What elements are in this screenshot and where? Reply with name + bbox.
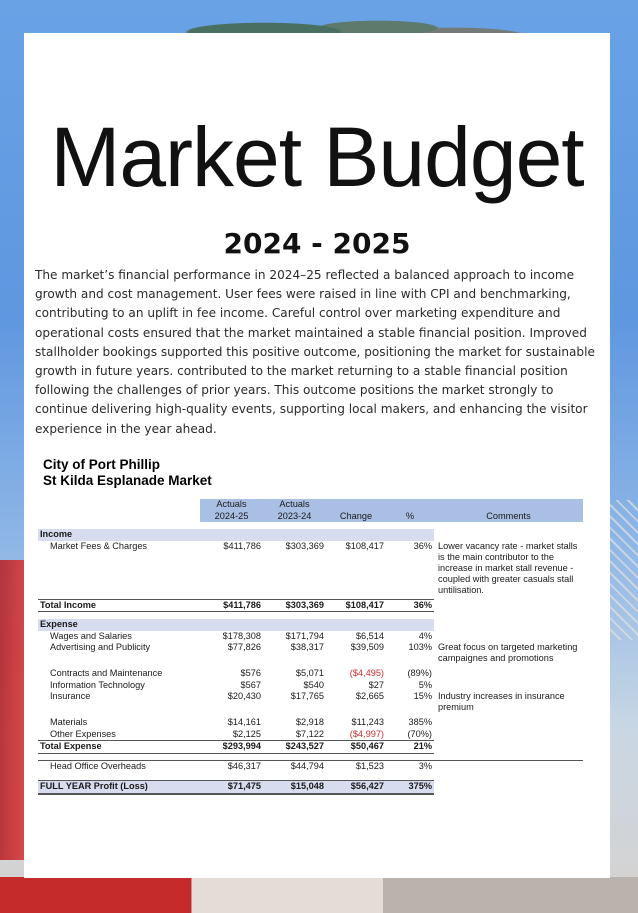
intro-paragraph: The market’s financial performance in 2024–25 reflected a balanced approach to income growth and cost management. User fees were raised in line with CPI and benchmarking, contributing to an uplift in fee income. Careful control over marketing expenditure and operational costs ensured that the market maintained a stable financial position. Improved stallholder bookings supported this positive outcome, positioning the market for sustainable growth in future years. contributed to the market returning to a stable financial position following the challenges of prior years. This outcome positions the market strongly to continue delivering high-quality events, supporting local makers, and enhancing the visitor experience in the year ahead.	[35, 268, 595, 436]
table-row: Insurance $20,430 $17,765 $2,665 15% Industry increases in insurance premium	[38, 691, 583, 713]
table-row: Other Expenses $2,125 $7,122 ($4,997) (70%)	[50, 728, 432, 739]
table-header-row-2	[38, 511, 583, 523]
income-section-row	[38, 529, 583, 541]
total-expense-row: Total Expense $293,994 $243,527 $50,467 21%	[40, 741, 432, 751]
financial-table	[38, 499, 583, 795]
table-row: Advertising and Publicity $77,826 $38,317 $39,509 103% Great focus on targeted marketing campaignes and promotions	[38, 642, 583, 664]
col-change: Change	[326, 511, 386, 523]
page-title: Market Budget	[50, 110, 584, 204]
table-row: Materials $14,161 $2,918 $11,243 385%	[50, 717, 432, 727]
col-actuals-1: Actuals	[200, 499, 263, 511]
expense-label: Expense	[38, 619, 200, 631]
report-heading	[43, 457, 212, 489]
table-row: Market Fees & Charges $411,786 $303,369 $108,417 36% Lower vacancy rate - market stalls is the main contributor to the increase in market stall revenue - coupled with greater casuals stall untilisation.	[38, 541, 583, 596]
expense-section-row	[38, 619, 583, 631]
col-pct: %	[386, 511, 434, 523]
comment-cell: Lower vacancy rate - market stalls is the main contributor to the increase in market stall revenue - coupled with greater casuals stall untilisation.	[438, 540, 578, 595]
col-actuals-2: Actuals	[263, 499, 326, 511]
table-row: Contracts and Maintenance $576 $5,071 ($4,495) (89%)	[50, 668, 432, 678]
col-2024-25: 2024-25	[200, 511, 263, 523]
table-row: Wages and Salaries $178,308 $171,794 $6,514 4%	[50, 630, 432, 641]
income-label: Income	[38, 529, 200, 541]
col-2023-24: 2023-24	[263, 511, 326, 523]
head-office-overheads-row: Head Office Overheads $46,317 $44,794 $1,523 3%	[38, 760, 583, 772]
market-name: St Kilda Esplanade Market	[43, 473, 212, 488]
page-subtitle: 2024 - 2025	[223, 227, 411, 260]
document-card	[24, 33, 610, 878]
full-year-profit-row: FULL YEAR Profit (Loss) $71,475 $15,048 $56,427 375%	[38, 781, 583, 794]
total-income-row: Total Income $411,786 $303,369 $108,417 36%	[40, 599, 432, 610]
table-row: Information Technology $567 $540 $27 5%	[50, 679, 432, 690]
comment-cell: Great focus on targeted marketing campaignes and promotions	[438, 642, 578, 663]
comment-cell: Industry increases in insurance premium	[438, 691, 565, 712]
col-comments: Comments	[434, 511, 583, 523]
ferris-wheel-decor	[608, 500, 638, 640]
org-name: City of Port Phillip	[43, 457, 160, 472]
ground-decor	[0, 877, 638, 913]
table-header-row-1	[38, 499, 583, 511]
